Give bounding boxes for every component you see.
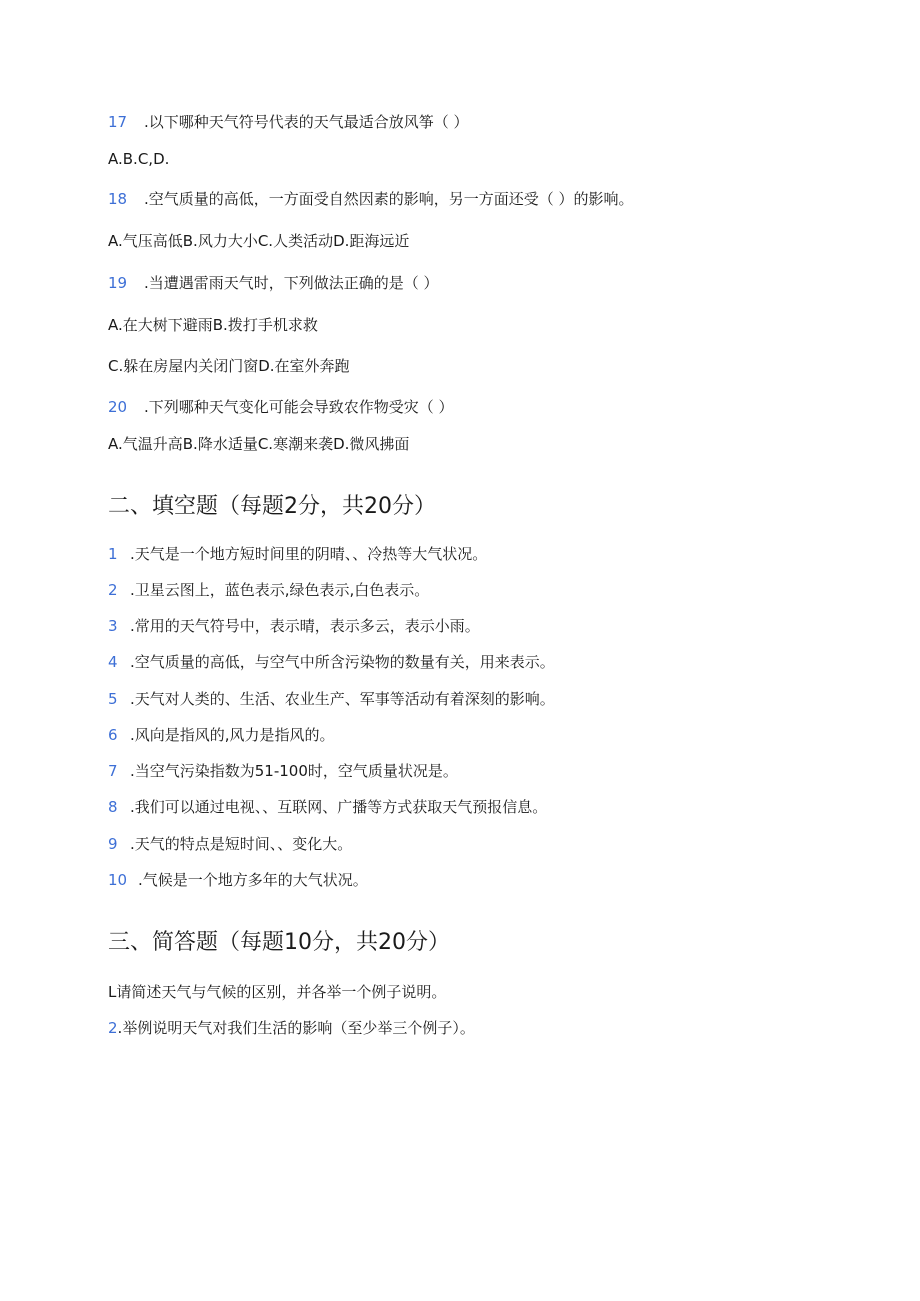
fill-item-5 <box>108 689 555 709</box>
item-number: 7 <box>108 762 118 780</box>
item-text: L请简述天气与气候的区别，并各举一个例子说明。 <box>108 983 447 1001</box>
question-text: .空气质量的高低，一方面受自然因素的影响，另一方面还受（ ）的影响。 <box>144 190 634 208</box>
short-answer-item-1 <box>108 982 446 1002</box>
item-number: 8 <box>108 798 118 816</box>
options-text: C.躲在房屋内关闭门窗D.在室外奔跑 <box>108 357 350 375</box>
question-17 <box>108 112 469 132</box>
section-heading-short-answer: 三、简答题（每题10分，共20分） <box>108 930 450 955</box>
item-number: 2 <box>108 581 118 599</box>
question-number: 17 <box>108 113 128 131</box>
question-19-options-ab <box>108 315 318 335</box>
question-number: 19 <box>108 274 128 292</box>
item-number: 6 <box>108 726 118 744</box>
item-text: .空气质量的高低，与空气中所含污染物的数量有关，用来表示。 <box>130 653 555 671</box>
question-number: 18 <box>108 190 128 208</box>
fill-item-4 <box>108 652 555 672</box>
short-answer-item-2 <box>108 1018 475 1038</box>
item-number: 4 <box>108 653 118 671</box>
question-19-options-cd <box>108 356 350 376</box>
section-heading-fill-in: 二、填空题（每题2分，共20分） <box>108 494 436 519</box>
item-text: .天气的特点是短时间、、变化大。 <box>130 835 353 853</box>
item-text: .我们可以通过电视、、互联网、广播等方式获取天气预报信息。 <box>130 798 548 816</box>
fill-item-8 <box>108 797 547 817</box>
item-number: 1 <box>108 545 118 563</box>
question-text: .当遭遇雷雨天气时，下列做法正确的是（ ） <box>144 274 439 292</box>
item-text: .风向是指风的,风力是指风的。 <box>130 726 335 744</box>
fill-item-3 <box>108 616 480 636</box>
item-text: .天气对人类的、生活、农业生产、军事等活动有着深刻的影响。 <box>130 690 555 708</box>
item-text: .举例说明天气对我们生活的影响（至少举三个例子）。 <box>117 1019 475 1037</box>
fill-item-1 <box>108 544 487 564</box>
fill-item-10 <box>108 870 368 890</box>
options-text: A.B.C,D. <box>108 150 170 168</box>
fill-item-2 <box>108 580 429 600</box>
item-number: 5 <box>108 690 118 708</box>
question-number: 20 <box>108 398 128 416</box>
item-text: .常用的天气符号中，表示晴，表示多云，表示小雨。 <box>130 617 480 635</box>
question-18 <box>108 189 634 209</box>
question-text: .下列哪种天气变化可能会导致农作物受灾（ ） <box>144 398 454 416</box>
question-17-options <box>108 149 169 169</box>
question-18-options <box>108 231 409 251</box>
item-number: 3 <box>108 617 118 635</box>
item-number: 9 <box>108 835 118 853</box>
item-text: .天气是一个地方短时间里的阴晴、、冷热等大气状况。 <box>130 545 488 563</box>
question-20 <box>108 397 454 417</box>
options-text: A.气温升高B.降水适量C.寒潮来袭D.微风拂面 <box>108 435 410 453</box>
item-text: .当空气污染指数为51-100时，空气质量状况是。 <box>130 762 458 780</box>
item-text: .卫星云图上，蓝色表示,绿色表示,白色表示。 <box>130 581 430 599</box>
question-19 <box>108 273 439 293</box>
item-number: 10 <box>108 871 128 889</box>
fill-item-7 <box>108 761 458 781</box>
question-text: .以下哪种天气符号代表的天气最适合放风筝（ ） <box>144 113 469 131</box>
question-20-options <box>108 434 409 454</box>
options-text: A.在大树下避雨B.拨打手机求救 <box>108 316 318 334</box>
options-text: A.气压高低B.风力大小C.人类活动D.距海远近 <box>108 232 410 250</box>
fill-item-6 <box>108 725 335 745</box>
item-number: 2 <box>108 1019 118 1037</box>
fill-item-9 <box>108 834 352 854</box>
item-text: .气候是一个地方多年的大气状况。 <box>138 871 368 889</box>
